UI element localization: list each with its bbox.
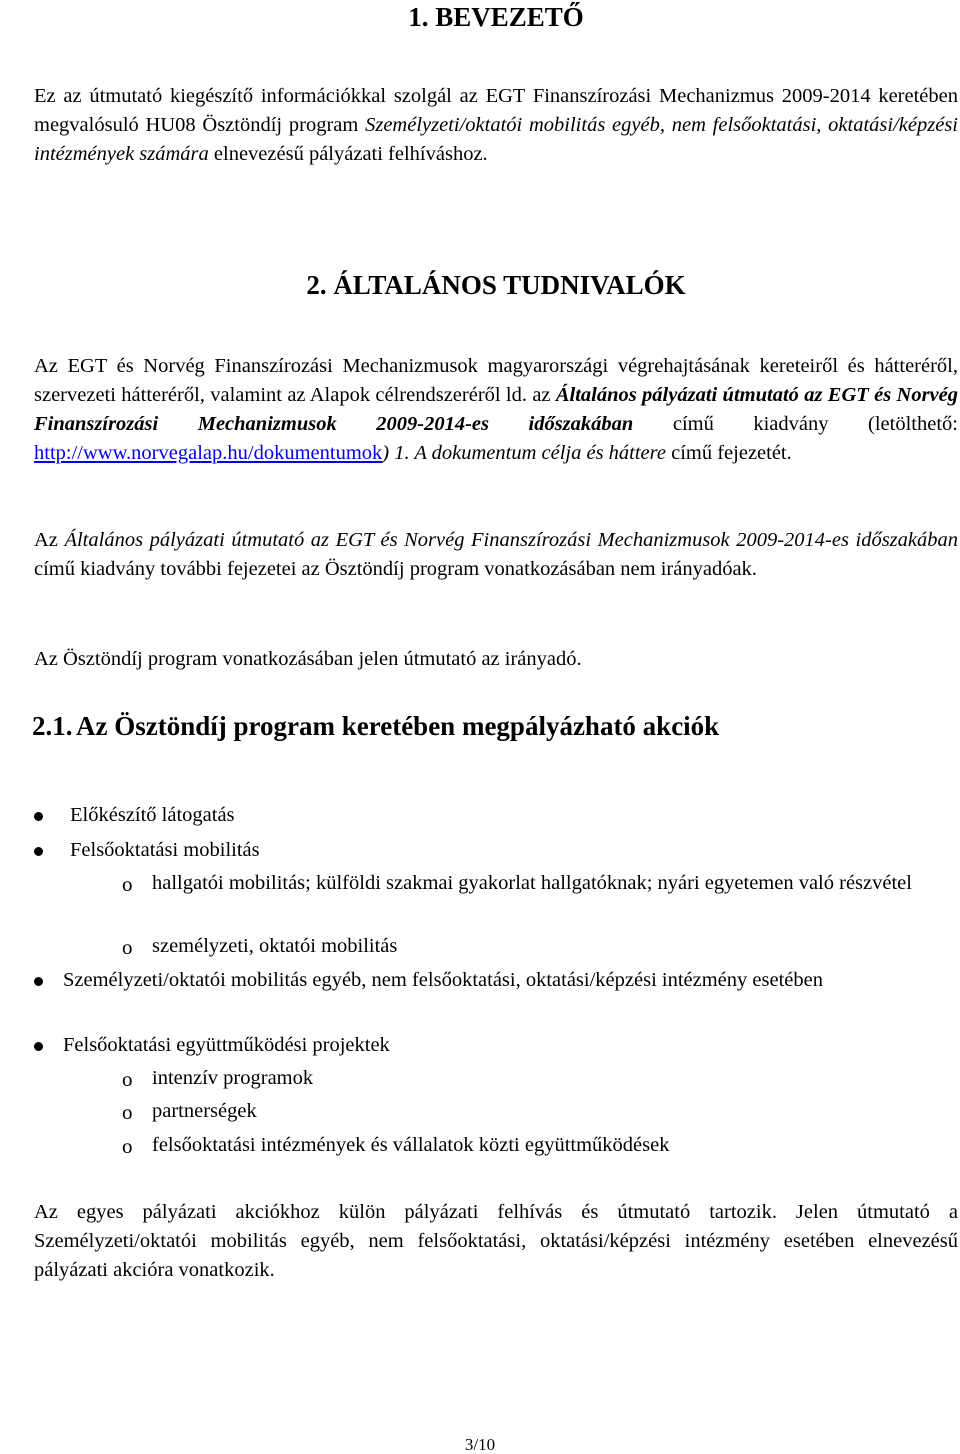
p2-guide-title: Általános pályázati útmutató az EGT és Norvég Finanszírozási Mechanizmusok 2009-2014-es időszakában bbox=[64, 529, 958, 551]
list-item-text: Előkészítő látogatás bbox=[70, 804, 235, 826]
bullet-icon bbox=[34, 847, 43, 856]
section-2-paragraph-2 bbox=[34, 526, 958, 584]
list-item-text: Felsőoktatási együttműködési projektek bbox=[63, 1034, 390, 1056]
sub-list-item-text: felsőoktatási intézmények és vállalatok közti együttműködések bbox=[152, 1134, 670, 1156]
program-action-title: Személyzeti/oktatói mobilitás egyéb, nem felsőoktatási, oktatási/képzési intézmények számára bbox=[34, 114, 958, 165]
section-2-paragraph-3 bbox=[34, 645, 958, 674]
download-link[interactable]: http://www.norvegalap.hu/dokumentumok bbox=[34, 442, 383, 464]
intro-text-end: elnevezésű pályázati felhíváshoz. bbox=[208, 143, 488, 165]
sub-bullet-marker: o bbox=[122, 1100, 133, 1124]
sub-list-item-text: intenzív programok bbox=[152, 1067, 314, 1089]
section-1-heading: 1. BEVEZETŐ bbox=[408, 2, 584, 32]
bullet-icon bbox=[34, 812, 43, 821]
general-text-3: című fejezetét. bbox=[665, 442, 792, 464]
sub-list-item-text: hallgatói mobilitás; külföldi szakmai gyakorlat hallgatóknak; nyári egyetemen való részvétel bbox=[152, 872, 912, 894]
chapter-title: 1. A dokumentum célja és háttere bbox=[394, 442, 666, 464]
sub-bullet-marker: o bbox=[122, 1134, 133, 1158]
list-item-text: Felsőoktatási mobilitás bbox=[70, 839, 260, 861]
link-close: ) bbox=[382, 442, 395, 464]
sub-bullet-marker: o bbox=[122, 1067, 133, 1091]
section-2-heading: 2. ÁLTALÁNOS TUDNIVALÓK bbox=[306, 270, 686, 300]
sub-bullet-marker: o bbox=[122, 935, 133, 959]
section-number: 2.1. bbox=[32, 711, 73, 741]
general-text-2: című kiadvány (letölthető: bbox=[633, 413, 958, 435]
page-number: 3/10 bbox=[464, 1435, 496, 1454]
p2-text: Az bbox=[34, 529, 65, 551]
section-2-1-heading bbox=[32, 709, 958, 743]
sub-bullet-marker: o bbox=[122, 872, 133, 896]
intro-text: Ez az útmutató kiegészítő információkkal szolgál az EGT Finanszírozási Mechanizmus 2009-2014 keretében megvalósuló HU08 Ösztöndíj program bbox=[34, 85, 958, 136]
section-2-paragraph-1 bbox=[34, 352, 958, 468]
general-guide-title: Általános pályázati útmutató az EGT és Norvég Finanszírozási Mechanizmusok 2009-2014-es időszakában bbox=[34, 384, 958, 435]
p3-text: Az Ösztöndíj program vonatkozásában jelen útmutató az irányadó. bbox=[34, 648, 582, 670]
section-1-paragraph bbox=[34, 82, 958, 169]
section-title: Az Ösztöndíj program keretében megpályázható akciók bbox=[76, 711, 720, 741]
sub-list-item-text: személyzeti, oktatói mobilitás bbox=[152, 935, 398, 957]
closing-text: Az egyes pályázati akciókhoz külön pályázati felhívás és útmutató tartozik. Jelen útmutató a Személyzeti/oktatói mobilitás egyéb, nem felsőoktatási, oktatási/képzési intézmény esetében elnevezésű pályázati akcióra vonatkozik. bbox=[34, 1201, 958, 1281]
bullet-icon bbox=[34, 977, 43, 986]
closing-paragraph bbox=[34, 1198, 958, 1285]
p2-text-end: című kiadvány további fejezetei az Ösztöndíj program vonatkozásában nem irányadóak. bbox=[34, 558, 757, 580]
sub-list-item-text: partnerségek bbox=[152, 1100, 257, 1122]
general-text: Az EGT és Norvég Finanszírozási Mechanizmusok magyarországi végrehajtásának kereteiről és hátteréről, szervezeti hátteréről, valamint az Alapok célrendszeréről ld. az bbox=[34, 355, 958, 406]
list-item-text: Személyzeti/oktatói mobilitás egyéb, nem felsőoktatási, oktatási/képzési intézmény esetében bbox=[63, 969, 823, 991]
bullet-icon bbox=[34, 1042, 43, 1051]
